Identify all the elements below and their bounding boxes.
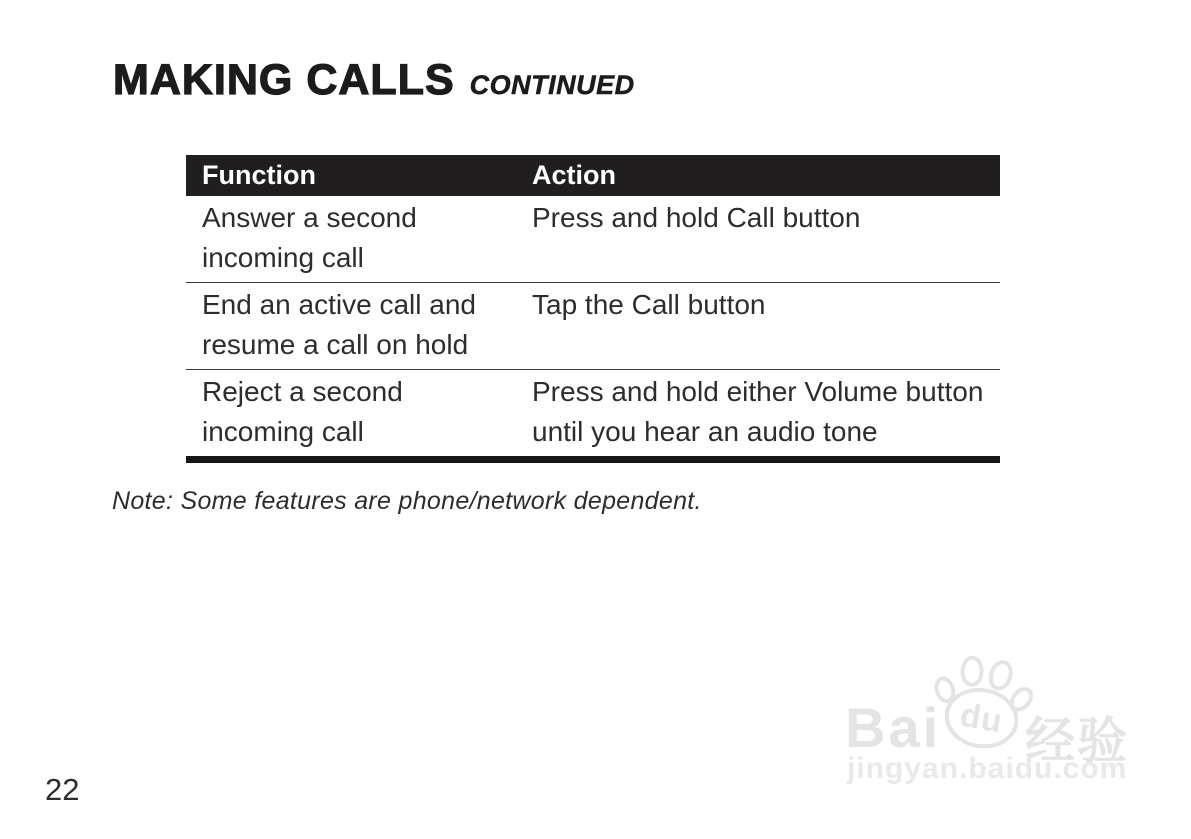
table-header-row (186, 155, 1000, 196)
table-row (186, 283, 1000, 370)
baidu-paw-icon (926, 649, 1039, 759)
page-header (113, 56, 635, 105)
baidu-watermark (845, 653, 1135, 793)
action-cell: Tap the Call button (516, 283, 1000, 370)
calls-table (186, 155, 1000, 463)
column-header-action: Action (516, 155, 1000, 196)
baidu-logo-du-text: du (957, 695, 1006, 740)
note-text: Note: Some features are phone/network dependent. (112, 487, 702, 515)
function-cell: Reject a second incoming call (186, 370, 516, 460)
column-header-function: Function (186, 155, 516, 196)
page-title: MAKING CALLS (113, 56, 455, 104)
page-number: 22 (45, 772, 80, 807)
table-row (186, 196, 1000, 283)
watermark-url-text: jingyan.baidu.com (847, 752, 1128, 785)
baidu-logo-bai-text: Bai (845, 696, 942, 759)
table-row (186, 370, 1000, 460)
action-cell: Press and hold either Volume button until you hear an audio tone (516, 370, 1000, 460)
baidu-jingyan-cn-text: 经验 (1025, 713, 1129, 769)
action-cell: Press and hold Call button (532, 202, 861, 233)
function-cell: End an active call and resume a call on hold (186, 283, 516, 370)
page-subtitle: CONTINUED (469, 70, 635, 100)
function-cell: Answer a second incoming call (202, 202, 417, 273)
